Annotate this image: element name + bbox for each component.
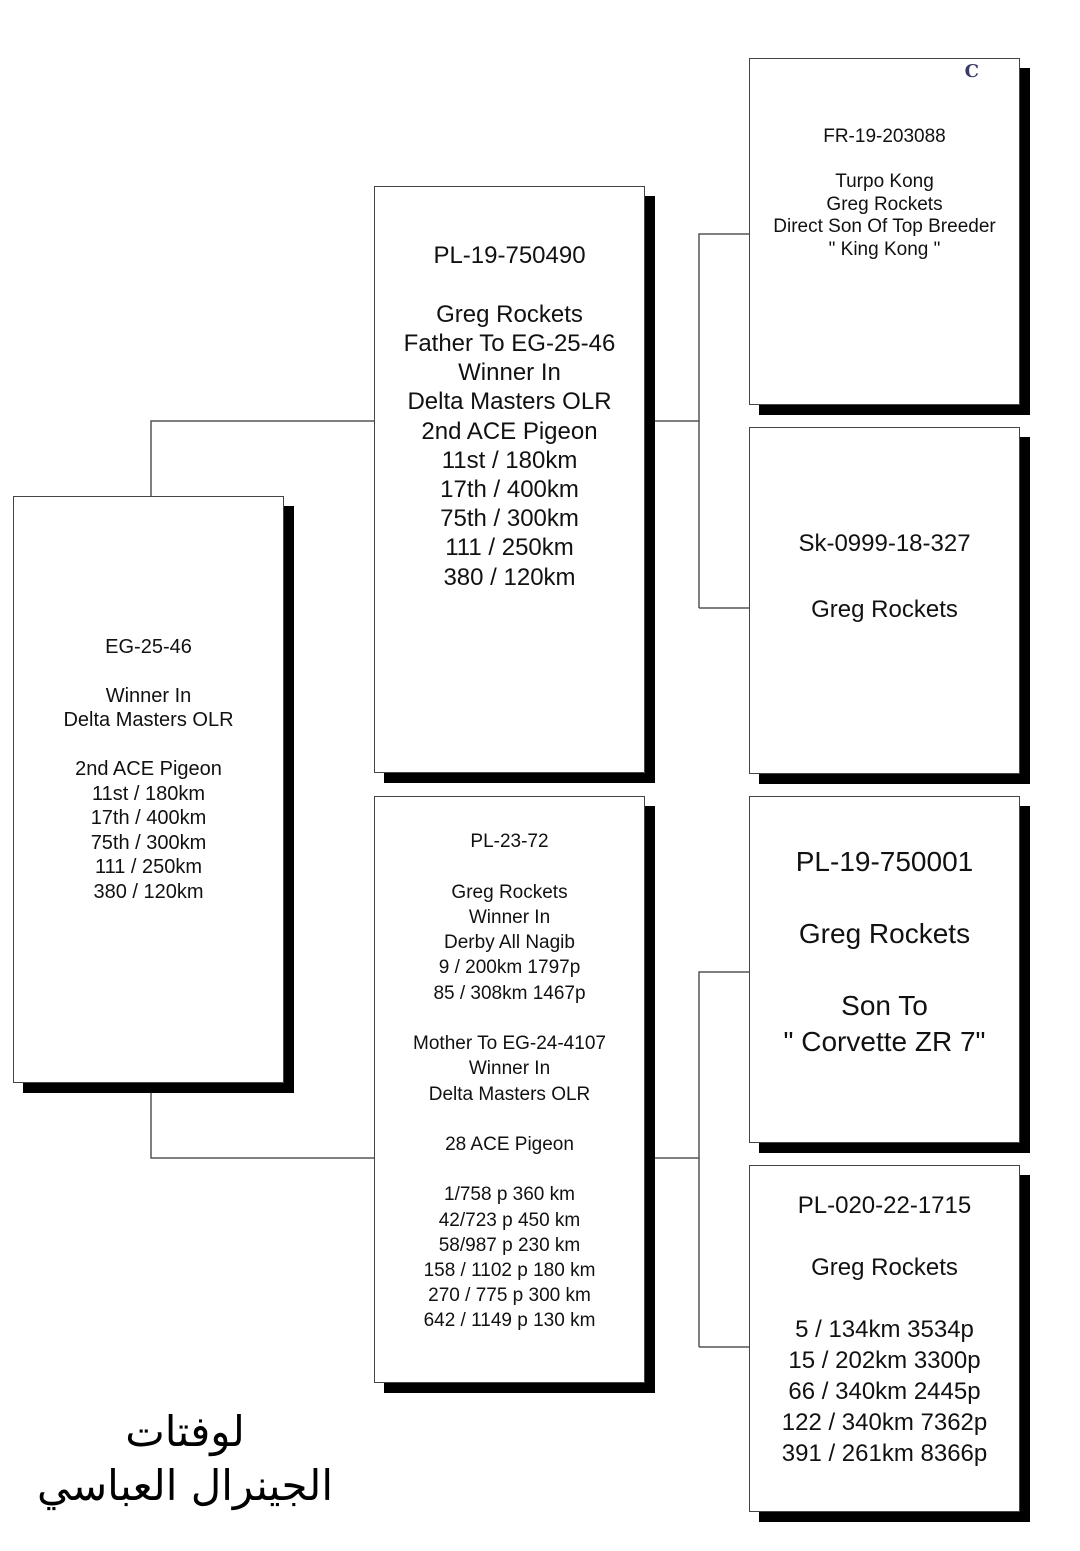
connector-subject-to-dam	[151, 1083, 374, 1158]
subject-pigeon-text: EG-25-46 Winner In Delta Masters OLR 2nd ACE Pigeon 11st / 180km 17th / 400km 75th / 300km 111 / 250km 380 / 120km	[63, 635, 234, 903]
corner-mark: C	[964, 61, 979, 82]
caption-line-2: الجينرال العباسي	[36, 1461, 334, 1510]
sire-text: PL-19-750490 Greg Rockets Father To EG-25-46 Winner In Delta Masters OLR 2nd ACE Pigeon 11st / 180km 17th / 400km 75th / 300km 111 / 250km 380 / 120km	[403, 242, 616, 591]
sire-sire-card	[749, 58, 1020, 405]
dam-sire-text: PL-19-750001 Greg Rockets Son To " Corvette ZR 7"	[783, 845, 986, 1057]
loft-caption	[20, 1405, 350, 1513]
connector-subject-to-sire	[151, 421, 374, 496]
connector-dam-to-grandparents	[645, 972, 749, 1158]
dam-dam-card	[749, 1165, 1020, 1512]
dam-text: PL-23-72 Greg Rockets Winner In Derby All Nagib 9 / 200km 1797p 85 / 308km 1467p Mother To EG-24-4107 Winner In Delta Masters OLR 28 ACE Pigeon 1/758 p 360 km 42/723 p 450 km 58/987 p 230 km 158 / 1102 p 180 km 270 / 775 p 300 km 642 / 1149 p 130 km	[413, 831, 606, 1332]
sire-sire-text: FR-19-203088 Turpo Kong Greg Rockets Direct Son Of Top Breeder " King Kong "	[773, 125, 996, 260]
dam-dam-text: PL-020-22-1715 Greg Rockets 5 / 134km 3534p 15 / 202km 3300p 66 / 340km 2445p 122 / 340km 7362p 391 / 261km 8366p	[781, 1192, 988, 1467]
caption-line-1: لوفتات	[125, 1407, 245, 1456]
dam-sire-card	[749, 796, 1020, 1143]
sire-dam-text: Sk-0999-18-327 Greg Rockets	[798, 530, 971, 623]
subject-pigeon-card	[13, 496, 284, 1083]
sire-dam-card	[749, 427, 1020, 774]
connector-sire-to-grandparents	[645, 234, 749, 421]
dam-card	[374, 796, 645, 1383]
sire-card	[374, 186, 645, 773]
